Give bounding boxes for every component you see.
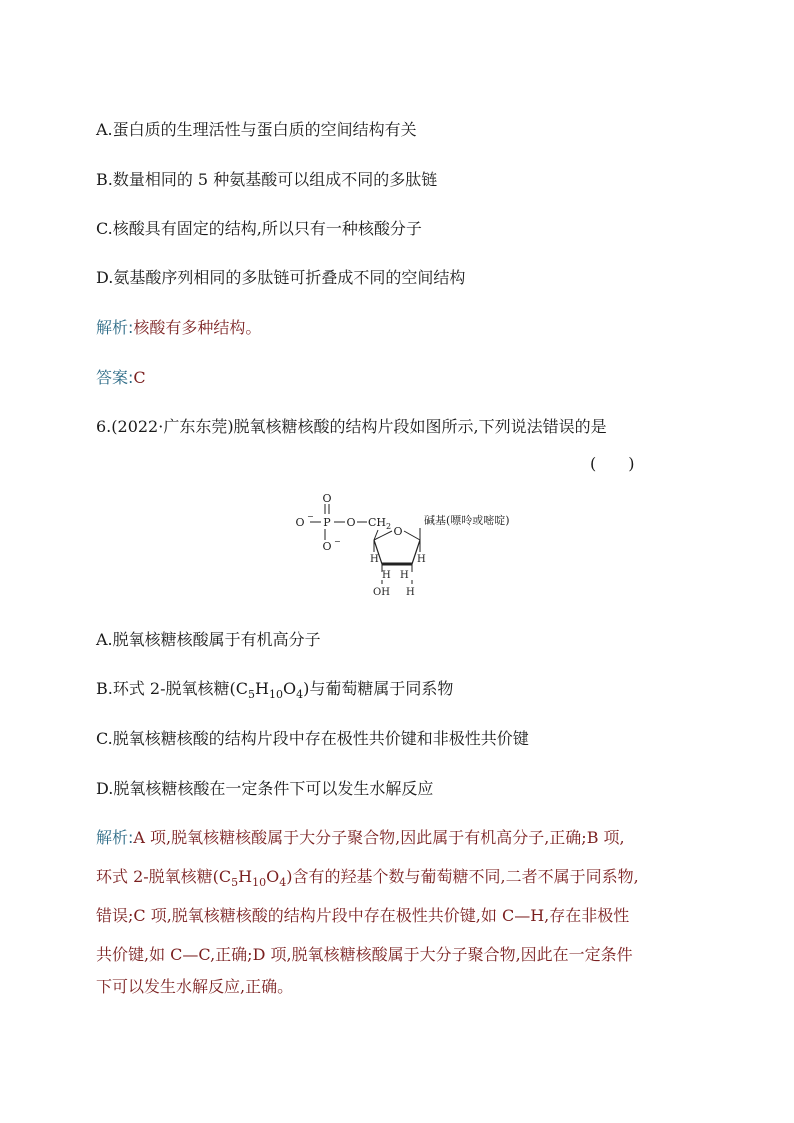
svg-text:−: −	[307, 512, 314, 521]
q6-option-b: B.环式 2-脱氧核糖$(C_5H_{10}O_4)$与葡萄糖属于同系物	[96, 679, 454, 702]
ring-oxygen: O	[393, 525, 403, 538]
hydroxyl-group: OH	[373, 587, 390, 598]
explanation-text: 核酸有多种结构。	[133, 318, 262, 337]
q5-explanation	[96, 315, 261, 338]
q6-option-a: A.脱氧核糖核酸属于有机高分子	[96, 630, 321, 649]
q6-option-d: D.脱氧核糖核酸在一定条件下可以发生水解反应	[96, 779, 434, 798]
q6-option-c: C.脱氧核糖核酸的结构片段中存在极性共价键和非极性共价键	[96, 729, 529, 748]
phosphate-o-bottom: O	[322, 540, 332, 553]
answer-value: C	[133, 368, 146, 387]
h-atom-3: H	[382, 570, 391, 581]
q6-explanation-line-4: 共价键,如 C—C,正确;D 项,脱氧核糖核酸属于大分子聚合物,因此在一定条件	[96, 945, 633, 964]
q6-explanation-line-2: 环式 2-脱氧核糖$(C_5H_{10}O_4)$含有的羟基个数与葡萄糖不同,二者不属于同系物,	[96, 867, 639, 890]
svg-text:−: −	[334, 537, 341, 546]
explanation-label: 解析:	[96, 318, 134, 337]
formula-h: H	[255, 679, 269, 698]
answer-parentheses: ( )	[590, 454, 635, 473]
phosphate-o-minus-left: O	[295, 516, 305, 529]
explanation-label: 解析:	[96, 828, 134, 847]
h-atom-4: H	[400, 570, 409, 581]
phosphorus-atom: P	[323, 516, 331, 529]
ester-oxygen: O	[346, 516, 356, 529]
q5-answer	[96, 365, 146, 388]
q5-option-d: D.氨基酸序列相同的多肽链可折叠成不同的空间结构	[96, 268, 466, 287]
q6-explanation-line-3: 错误;C 项,脱氧核糖核酸的结构片段中存在极性共价键,如 C—H,存在非极性	[96, 906, 630, 925]
base-label: 碱基(嘌呤或嘧啶)	[424, 514, 510, 527]
q6-explanation-line-1: 解析:A 项,脱氧核糖核酸属于大分子聚合物,因此属于有机高分子,正确;B 项,	[96, 828, 625, 847]
q6-stem: 6.(2022·广东东莞)脱氧核糖核酸的结构片段如图所示,下列说法错误的是	[96, 417, 607, 436]
h-atom-5: H	[406, 587, 415, 598]
q5-option-a: A.蛋白质的生理活性与蛋白质的空间结构有关	[96, 120, 417, 139]
h-atom-1: H	[370, 554, 379, 565]
answer-label: 答案:	[96, 368, 134, 387]
q6-explanation-line-5: 下可以发生水解反应,正确。	[96, 977, 294, 996]
q5-option-b: B.数量相同的 5 种氨基酸可以组成不同的多肽链	[96, 170, 438, 189]
phosphate-o-top: O	[322, 492, 332, 505]
q5-option-c: C.核酸具有固定的结构,所以只有一种核酸分子	[96, 219, 422, 238]
ch2-group: $CH_2$	[368, 516, 392, 531]
h-atom-2: H	[417, 554, 426, 565]
deoxyribose-phosphate-structure	[290, 488, 530, 602]
